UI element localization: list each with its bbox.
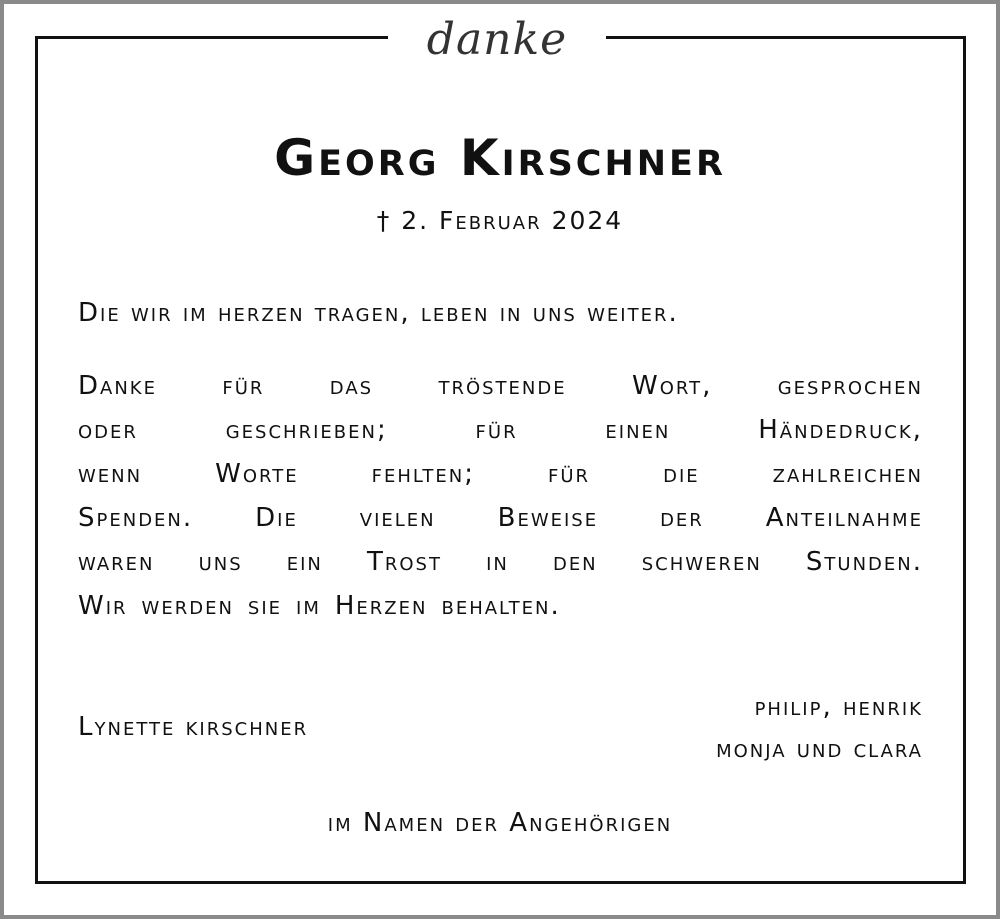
body-line	[78, 452, 923, 496]
body-text	[78, 364, 923, 628]
body-line	[78, 408, 923, 452]
body-word: gesprochen	[777, 371, 923, 401]
body-word: das	[329, 371, 374, 401]
signature-right-line: monja und clara	[716, 734, 923, 764]
body-word: Trost	[367, 547, 442, 577]
body-word: für	[475, 415, 518, 445]
body-line	[78, 540, 923, 584]
signature-right	[560, 686, 923, 770]
body-word: Herzen	[334, 591, 428, 621]
header-script-word: danke	[426, 14, 568, 65]
body-word: Danke	[78, 371, 157, 401]
body-word: Anteilnahme	[765, 503, 923, 533]
body-word: Wort,	[632, 371, 713, 401]
body-word: Beweise	[497, 503, 599, 533]
body-word: Spenden.	[78, 503, 194, 533]
body-word: fehlten;	[371, 459, 475, 489]
body-word: Worte	[215, 459, 299, 489]
body-word: ein	[286, 547, 323, 577]
body-word: im	[296, 591, 321, 621]
body-line	[78, 496, 923, 540]
body-word: für	[548, 459, 591, 489]
body-word: behalten.	[441, 591, 561, 621]
body-word: der	[660, 503, 704, 533]
body-word: vielen	[359, 503, 436, 533]
body-word: in	[486, 547, 509, 577]
body-word: tröstende	[438, 371, 567, 401]
body-word: sie	[247, 591, 283, 621]
body-word: den	[552, 547, 598, 577]
quote: Die wir im herzen tragen, leben in uns weiter.	[78, 298, 679, 328]
body-line	[78, 364, 923, 408]
deceased-name: Georg Kirschner	[274, 129, 726, 187]
body-word: schweren	[641, 547, 762, 577]
signature-right-line: philip, henrik	[754, 692, 923, 722]
closing-line: im Namen der Angehörigen	[327, 808, 673, 838]
death-date: † 2. Februar 2024	[376, 206, 624, 235]
body-word: uns	[198, 547, 243, 577]
body-word: oder	[78, 415, 138, 445]
body-word: werden	[141, 591, 234, 621]
body-word: Stunden.	[805, 547, 923, 577]
signature-left: Lynette kirschner	[78, 712, 309, 742]
body-word: einen	[605, 415, 671, 445]
body-word: wenn	[78, 459, 143, 489]
body-word: zahlreichen	[772, 459, 923, 489]
body-word: die	[663, 459, 700, 489]
body-word: waren	[78, 547, 155, 577]
body-word: geschrieben;	[225, 415, 388, 445]
body-word: Händedruck,	[758, 415, 923, 445]
body-line	[78, 584, 923, 628]
body-word: Wir	[78, 591, 128, 621]
body-word: Die	[255, 503, 298, 533]
body-word: für	[222, 371, 265, 401]
